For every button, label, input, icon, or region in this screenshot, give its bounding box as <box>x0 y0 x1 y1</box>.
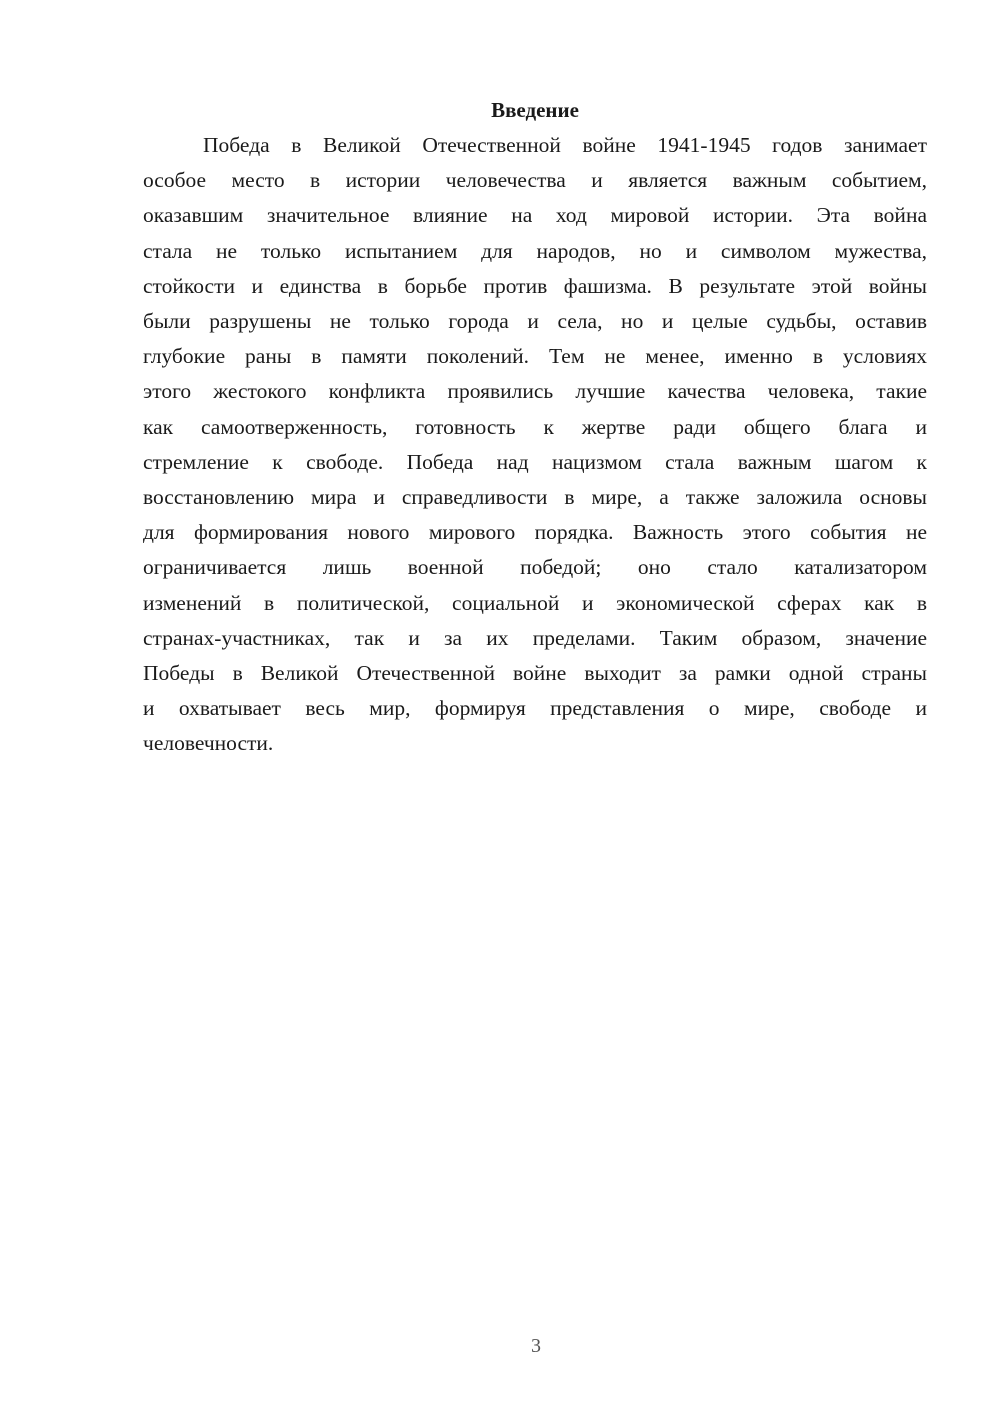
paragraph-line: как самоотверженность, готовность к жертве ради общего блага и <box>143 414 927 439</box>
paragraph-line: были разрушены не только города и села, но и целые судьбы, оставив <box>143 309 927 334</box>
paragraph-line: оказавшим значительное влияние на ход мировой истории. Эта война <box>143 203 927 228</box>
paragraph-line: странах-участниках, так и за их пределами. Таким образом, значение <box>143 625 927 650</box>
paragraph-line: восстановлению мира и справедливости в мире, а также заложила основы <box>143 485 927 510</box>
page-content <box>143 94 927 762</box>
section-heading: Введение <box>491 98 579 122</box>
paragraph-line: ограничивается лишь военной победой; оно стало катализатором <box>143 555 927 580</box>
paragraph-line: человечности. <box>143 731 274 756</box>
page-number: 3 <box>531 1335 541 1357</box>
paragraph-line: глубокие раны в памяти поколений. Тем не менее, именно в условиях <box>143 344 927 369</box>
paragraph-line: особое место в истории человечества и является важным событием, <box>143 168 927 193</box>
paragraph-line: этого жестокого конфликта проявились лучшие качества человека, такие <box>143 379 927 404</box>
paragraph-line: стремление к свободе. Победа над нацизмом стала важным шагом к <box>143 449 927 474</box>
paragraph-line: стойкости и единства в борьбе против фашизма. В результате этой войны <box>143 273 927 298</box>
paragraph-line: изменений в политической, социальной и экономической сферах как в <box>143 590 927 615</box>
paragraph-line: Победы в Великой Отечественной войне выходит за рамки одной страны <box>143 661 927 686</box>
body-paragraph <box>143 128 927 762</box>
paragraph-line: и охватывает весь мир, формируя представления о мире, свободе и <box>143 696 927 721</box>
paragraph-line: стала не только испытанием для народов, но и символом мужества, <box>143 238 927 263</box>
paragraph-line: для формирования нового мирового порядка. Важность этого события не <box>143 520 927 545</box>
paragraph-line: Победа в Великой Отечественной войне 1941-1945 годов занимает <box>203 133 927 157</box>
